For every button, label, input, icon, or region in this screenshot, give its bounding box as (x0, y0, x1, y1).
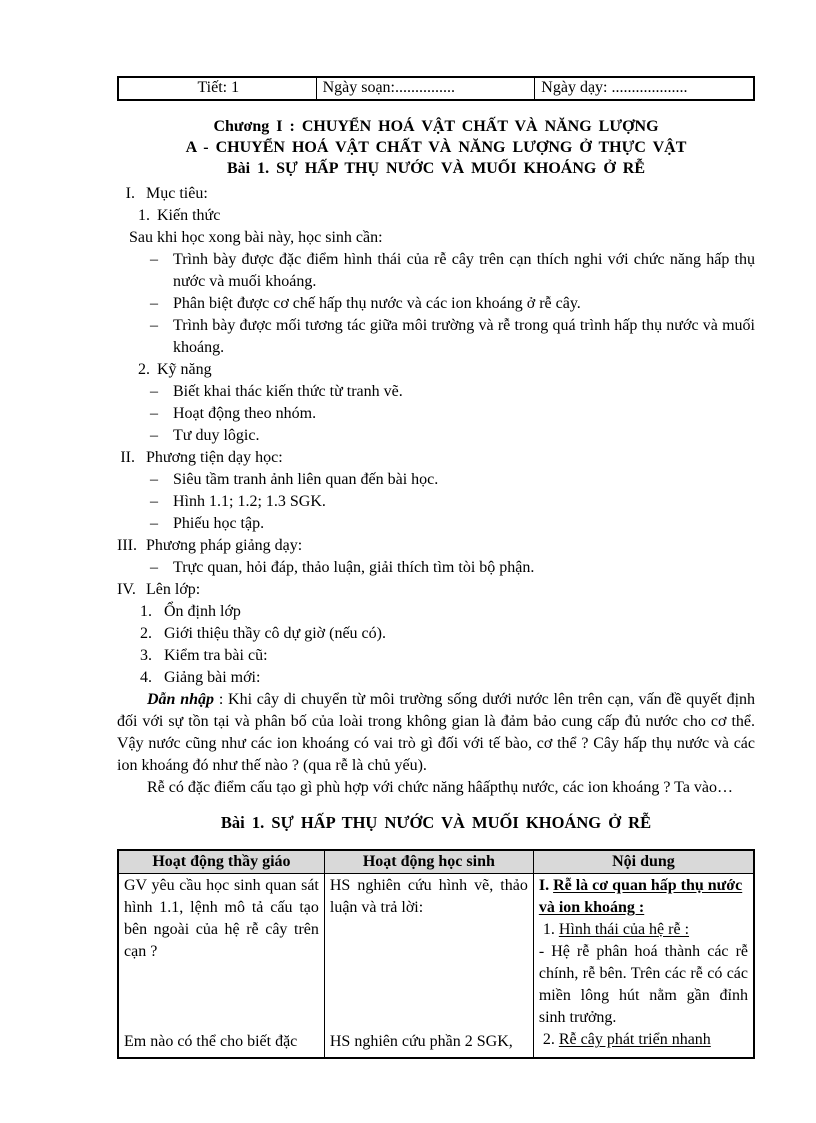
content-heading-2-text: Hình thái của hệ rễ : (558, 921, 690, 938)
teacher-activity-flex (124, 875, 319, 1053)
item-number: 2. (140, 625, 152, 642)
teacher-activity-cell (118, 874, 324, 1059)
bullet-text: Trình bày được mối tương tác giữa môi trường và rễ trong quá trình hấp thụ nước và muối khoáng. (173, 317, 755, 356)
bullet-item (117, 469, 755, 491)
section-number: IV. (117, 581, 136, 598)
lesson-title-repeat: Bài 1. SỰ HẤP THỤ NƯỚC VÀ MUỐI KHOÁNG Ở RỄ (220, 813, 652, 832)
content-heading-1-number: I. (538, 877, 550, 894)
teacher-paragraph-2: Em nào có thể cho biết đặc (124, 1033, 298, 1050)
bullet-text: Phiếu học tập. (173, 515, 265, 532)
bullet-item (117, 293, 755, 315)
item-text: Kiểm tra bài cũ: (164, 647, 268, 664)
header-teacher-activity: Hoạt động thầy giáo (118, 850, 324, 874)
student-activity-flex (330, 875, 528, 1053)
len-lop-item (117, 601, 755, 623)
content-heading-3-number: 2. (542, 1031, 555, 1048)
bullet-item (117, 513, 755, 535)
bullet-text: Hình 1.1; 1.2; 1.3 SGK. (173, 493, 326, 510)
bullet-text: Tư duy lôgic. (173, 427, 260, 444)
muc-tieu-intro: Sau khi học xong bài này, học sinh cần: (129, 229, 383, 246)
info-cell-ngay-soan: Ngày soạn:............... (316, 77, 535, 100)
dash-marker: – (150, 251, 158, 268)
lesson-title: Bài 1. SỰ HẤP THỤ NƯỚC VÀ MUỐI KHOÁNG Ở RỄ (226, 160, 646, 177)
dash-marker: – (150, 559, 158, 576)
content-paragraph-1: - Hệ rễ phân hoá thành các rễ chính, rễ bên. Trên các rễ có các miền lông hút nằm gần đỉnh sinh trưởng. (538, 943, 748, 1026)
info-table (117, 76, 755, 101)
dash-marker: – (150, 405, 158, 422)
content-cell-body (539, 875, 748, 1051)
bullet-item (117, 403, 755, 425)
teacher-paragraph-1: GV yêu cầu học sinh quan sát hình 1.1, lệnh mô tả cấu tạo bên ngoài của hệ rễ cây trên cạn ? (124, 877, 319, 960)
len-lop-item (117, 667, 755, 689)
bullet-text: Trực quan, hỏi đáp, thảo luận, giải thích tìm tòi bộ phận. (173, 559, 535, 576)
item-number: 3. (140, 647, 152, 664)
len-lop-item (117, 645, 755, 667)
section-title: Phương pháp giảng dạy: (146, 537, 303, 554)
student-activity-cell (324, 874, 533, 1059)
content-heading-1-text: Rễ là cơ quan hấp thụ nước và ion khoáng : (538, 877, 743, 916)
sub-number: 2. (138, 361, 150, 378)
section-number: III. (117, 537, 137, 554)
bullet-text: Phân biệt được cơ chế hấp thụ nước và các ion khoáng ở rễ cây. (173, 295, 581, 312)
section-len-lop-heading (117, 579, 755, 601)
student-paragraph-2: HS nghiên cứu phần 2 SGK, (329, 1033, 513, 1050)
bullet-item (117, 249, 755, 293)
page-content (117, 76, 755, 1059)
item-number: 4. (140, 669, 152, 686)
bullet-text: Biết khai thác kiến thức từ tranh vẽ. (173, 383, 403, 400)
header-content: Nội dung (533, 850, 754, 874)
dash-marker: – (150, 471, 158, 488)
content-heading-1 (539, 875, 748, 919)
bullet-item (117, 557, 755, 579)
dan-nhap-label: Dẫn nhập (147, 691, 215, 708)
info-cell-tiet: Tiết: 1 (197, 79, 240, 96)
dash-marker: – (150, 427, 158, 444)
activity-table-header-row (118, 850, 754, 874)
sub-number: 1. (138, 207, 150, 224)
item-text: Giảng bài mới: (164, 669, 261, 686)
dan-nhap-paragraph (117, 689, 755, 777)
dash-marker: – (150, 317, 158, 334)
bullet-item (117, 381, 755, 403)
bullet-text: Siêu tầm tranh ảnh liên quan đến bài học. (173, 471, 439, 488)
dash-marker: – (150, 383, 158, 400)
content-heading-2 (539, 919, 748, 941)
section-muc-tieu-heading (117, 183, 755, 205)
dan-nhap-text: : Khi cây di chuyển từ môi trường sống dưới nước lên trên cạn, vấn đề quyết định đối với sự tồn tại và phân bố của loài trong không gian là đảm bảo cung cấp đủ nước cho cơ thể. Vậy nước cũng như các ion khoáng có vai trò gì đối với tế bào, cơ thể ? Cây hấp thụ nước và các ion khoáng đó như thế nào ? (qua rễ là chủ yếu). (117, 691, 756, 774)
activity-table (117, 849, 755, 1059)
activity-table-body-row (118, 874, 754, 1059)
document-titles (117, 116, 755, 179)
content-cell (533, 874, 754, 1059)
dash-marker: – (150, 515, 158, 532)
header-student-activity: Hoạt động học sinh (324, 850, 533, 874)
section-phuong-phap-heading (117, 535, 755, 557)
bullet-item (117, 425, 755, 447)
bullet-text: Trình bày được đặc điểm hình thái của rễ cây trên cạn thích nghi với chức năng hấp thụ nước và muối khoáng. (173, 251, 755, 290)
section-title: Mục tiêu: (146, 185, 208, 202)
content-heading-3 (539, 1029, 748, 1051)
sub-title: Kiến thức (157, 207, 221, 224)
bullet-item (117, 315, 755, 359)
ky-nang-heading (117, 359, 755, 381)
dan-nhap-paragraph-2: Rễ có đặc điểm cấu tạo gì phù hợp với chức năng hâấpthụ nước, các ion khoáng ? Ta vào… (147, 779, 734, 796)
bullet-text: Hoạt động theo nhóm. (173, 405, 317, 422)
sub-title: Kỹ năng (157, 361, 212, 378)
part-title: A - CHUYỂN HOÁ VẬT CHẤT VÀ NĂNG LƯỢNG Ở THỰC VẬT (185, 139, 687, 156)
len-lop-item (117, 623, 755, 645)
dash-marker: – (150, 493, 158, 510)
section-number: I. (125, 185, 135, 202)
bullet-item (117, 491, 755, 513)
item-text: Giới thiệu thầy cô dự giờ (nếu có). (164, 625, 386, 642)
content-heading-2-number: 1. (542, 921, 555, 938)
chapter-title: Chương I : CHUYỂN HOÁ VẬT CHẤT VÀ NĂNG LƯỢNG (213, 118, 659, 135)
item-text: Ổn định lớp (164, 603, 241, 620)
student-paragraph-1: HS nghiên cứu hình vẽ, thảo luận và trả lời: (329, 877, 528, 916)
content-heading-3-text: Rễ cây phát triển nhanh (558, 1031, 711, 1048)
info-table-row (118, 77, 754, 100)
section-number: II. (120, 449, 135, 466)
kien-thuc-heading (117, 205, 755, 227)
section-title: Phương tiện dạy học: (146, 449, 283, 466)
outline (117, 183, 755, 799)
info-cell-ngay-day: Ngày dạy: ................... (535, 77, 754, 100)
dash-marker: – (150, 295, 158, 312)
section-phuong-tien-heading (117, 447, 755, 469)
item-number: 1. (140, 603, 152, 620)
section-title: Lên lớp: (146, 581, 201, 598)
